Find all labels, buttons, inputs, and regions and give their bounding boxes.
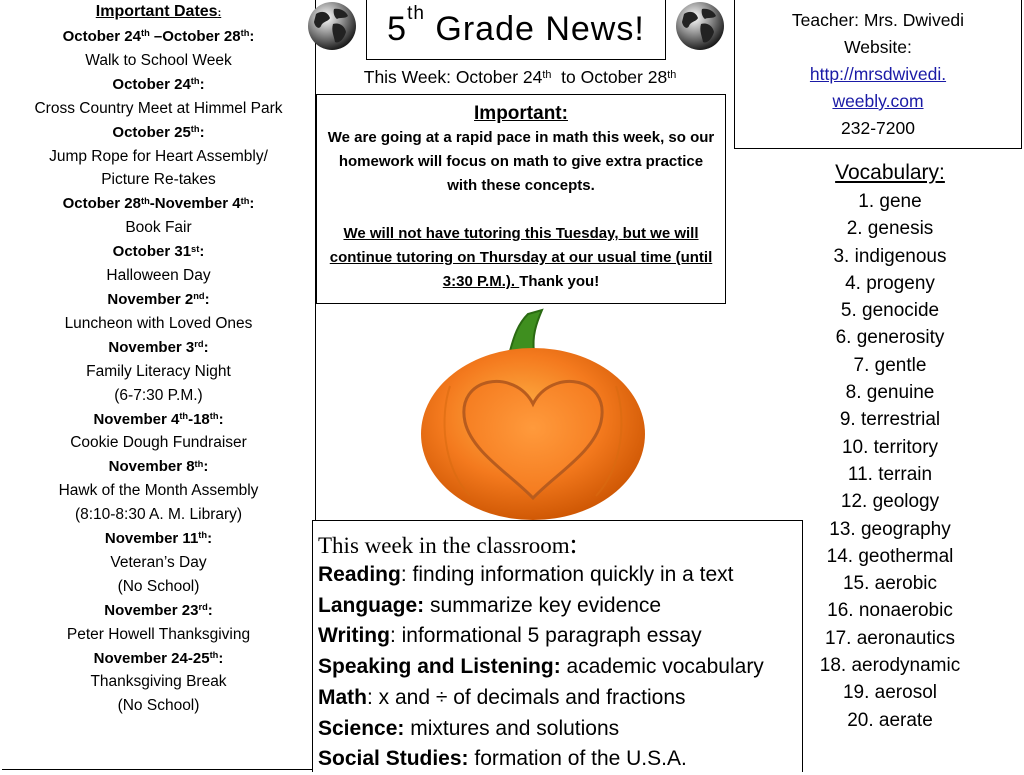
vocabulary-word: 14. geothermal — [826, 545, 954, 567]
subject-activity: academic vocabulary — [566, 655, 764, 679]
subject-activity: finding information quickly in a text — [412, 563, 734, 586]
vocabulary-word: 13. geography — [829, 518, 951, 540]
classroom-box — [312, 520, 803, 772]
event-date: November 23rd: — [104, 601, 213, 619]
subject-row: Reading: finding information quickly in a text — [318, 563, 734, 586]
subject-label: Language: — [318, 593, 425, 617]
subject-label: Speaking and Listening: — [318, 655, 561, 679]
event-description: Walk to School Week — [85, 51, 232, 69]
vocabulary-word: 5. genocide — [840, 300, 940, 322]
event-date: November 11th: — [104, 530, 213, 548]
vocabulary-word: 12. geology — [840, 491, 940, 513]
this-week-line: This Week: October 24th to October 28th — [363, 67, 677, 87]
globe-icon — [674, 0, 726, 52]
vocabulary-list — [790, 188, 990, 734]
vocabulary-word: 4. progeny — [845, 272, 935, 294]
event-description: (8:10-8:30 A. M. Library) — [74, 506, 243, 524]
subject-row — [318, 652, 802, 683]
event-description: (No School) — [117, 577, 200, 595]
important-heading: Important: — [474, 103, 568, 124]
event-description: Book Fair — [125, 219, 192, 237]
event-description: Cookie Dough Fundraiser — [70, 434, 247, 452]
website-link[interactable]: http://mrsdwivedi. weebly.com — [809, 64, 947, 111]
important-dates-panel — [2, 0, 316, 770]
important-paragraph-math: We are going at a rapid pace in math this week, so our homework will focus on math to give extra practice with these concepts. — [327, 129, 715, 194]
event-description: (No School) — [117, 697, 200, 715]
event-description: Luncheon with Loved Ones — [64, 314, 253, 332]
vocabulary-word: 8. genuine — [845, 382, 935, 404]
event-date: November 8th: — [108, 458, 209, 476]
important-dates-list — [2, 25, 315, 718]
subject-row — [318, 744, 802, 775]
event-description: Thanksgiving Break — [90, 673, 227, 691]
vocabulary-word: 2. genesis — [846, 218, 934, 240]
phone-number: 232-7200 — [841, 118, 915, 138]
event-description: Halloween Day — [106, 267, 211, 285]
teacher-name: Teacher: Mrs. Dwivedi — [791, 10, 965, 30]
vocabulary-word: 18. aerodynamic — [819, 655, 961, 677]
vocabulary-word: 3. indigenous — [833, 245, 947, 267]
subject-label: Science: — [318, 716, 405, 740]
subject-activity: informational 5 paragraph essay — [401, 624, 702, 648]
event-date: November 24-25th: — [93, 649, 224, 667]
event-date: October 24th –October 28th: — [62, 28, 255, 45]
event-description: Jump Rope for Heart Assembly/ — [49, 147, 268, 165]
event-date: October 28th-November 4th: — [62, 195, 255, 213]
important-notice-box — [316, 94, 726, 304]
event-date: November 2nd: — [107, 290, 210, 308]
event-date: November 3rd: — [108, 338, 209, 356]
vocabulary-heading: Vocabulary: — [835, 161, 945, 184]
subject-label: Writing — [318, 624, 390, 648]
event-description: Cross Country Meet at Himmel Park — [34, 99, 283, 117]
vocabulary-word: 7. gentle — [853, 354, 927, 376]
event-date: November 4th-18th: — [93, 410, 224, 428]
subject-activity: mixtures and solutions — [410, 716, 620, 740]
event-description: Family Literacy Night — [86, 362, 231, 380]
vocabulary-word: 10. territory — [841, 436, 939, 458]
subject-activity: x and ÷ of decimals and fractions — [378, 685, 686, 709]
event-description: Peter Howell Thanksgiving — [66, 625, 251, 643]
subject-label: Math — [318, 685, 367, 709]
event-description: Picture Re-takes — [101, 171, 216, 189]
subject-activity: formation of the U.S.A. — [474, 747, 687, 771]
subject-label: Social Studies: — [318, 747, 469, 771]
teacher-info-box — [734, 0, 1022, 149]
vocabulary-word: 17. aeronautics — [825, 627, 955, 649]
vocabulary-word: 19. aerosol — [842, 682, 937, 704]
newsletter-title: 5 $^{th}$ Grade News! — [366, 0, 666, 60]
subject-label: Reading — [318, 563, 401, 586]
event-date: October 25th: — [112, 123, 205, 141]
website-label: Website: — [844, 37, 912, 57]
event-description: (6-7:30 P.M.) — [114, 386, 203, 404]
vocabulary-word: 9. terrestrial — [839, 409, 941, 431]
event-description: Veteran’s Day — [110, 553, 207, 571]
vocabulary-word: 15. aerobic — [842, 573, 937, 595]
vocabulary-word: 6. generosity — [835, 327, 945, 349]
classroom-heading: This week in the classroom: — [318, 529, 578, 560]
subject-activity: summarize key evidence — [430, 593, 662, 617]
event-date: October 31st: — [112, 243, 205, 261]
subject-row — [318, 714, 802, 745]
heart-pumpkin-image — [410, 306, 656, 528]
subject-row: Math: x and ÷ of decimals and fractions — [318, 685, 686, 709]
subject-row — [318, 591, 802, 622]
classroom-subjects — [318, 560, 802, 775]
vocabulary-word: 1. gene — [858, 191, 922, 212]
vocabulary-section — [790, 158, 990, 734]
event-description: Hawk of the Month Assembly — [58, 482, 259, 500]
important-paragraph-tutoring: We will not have tutoring this Tuesday, but we will continue tutoring on Thursday at our usual time (until 3:30 P.M.). Thank you! — [329, 225, 713, 290]
important-dates-heading: Important Dates: — [95, 3, 222, 20]
vocabulary-word: 11. terrain — [847, 463, 933, 485]
event-date: October 24th: — [112, 75, 205, 93]
globe-icon — [306, 0, 358, 52]
vocabulary-word: 16. nonaerobic — [827, 600, 953, 622]
subject-row: Writing: informational 5 paragraph essay — [318, 624, 702, 648]
vocabulary-word: 20. aerate — [847, 709, 933, 731]
